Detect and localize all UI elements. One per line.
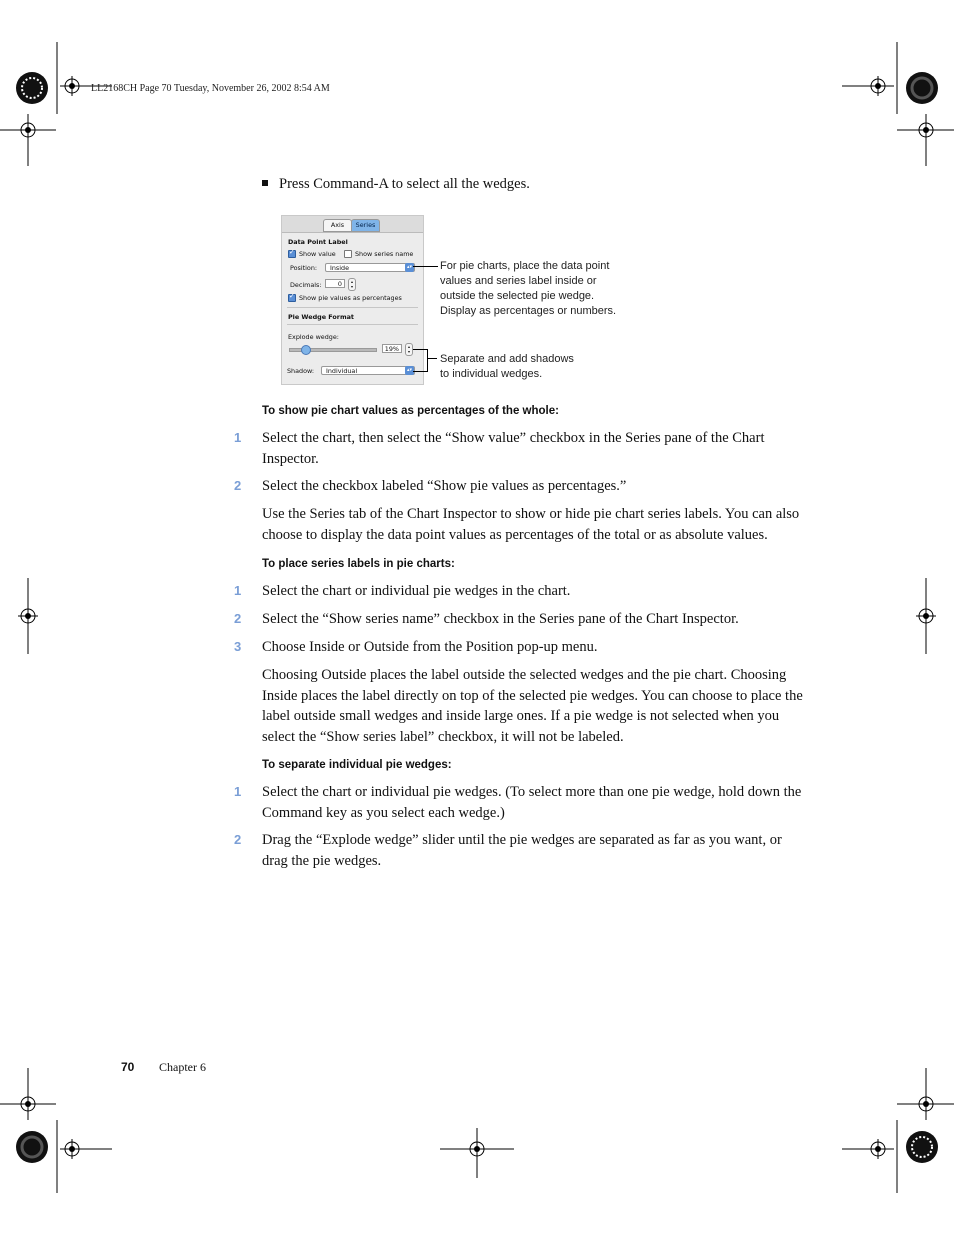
step-number: 2 [234, 478, 242, 493]
show-value-checkbox[interactable] [288, 250, 296, 258]
show-percentages-checkbox[interactable] [288, 294, 296, 302]
page-number: 70 [121, 1060, 135, 1074]
callout-bracket [427, 349, 428, 372]
body-paragraph: Use the Series tab of the Chart Inspector to show or hide pie chart series labels. You can also choose to display the data point values as percentages of the total or as absolute values. [262, 506, 800, 543]
callout-leader-line [427, 358, 437, 359]
explode-wedge-label: Explode wedge: [288, 333, 339, 341]
position-label: Position: [290, 264, 318, 272]
show-value-label: Show value [299, 250, 336, 258]
callout-line: Separate and add shadows [440, 353, 574, 365]
show-series-name-label: Show series name [355, 250, 414, 258]
step-text: Choose Inside or Outside from the Position pop-up menu. [262, 639, 598, 655]
callout-text-1 [440, 259, 616, 319]
body-paragraph: Choosing Outside places the label outside the selected wedges and the pie chart. Choosing Inside places the label directly on top of the selected pie wedges. You can choose to place the label outside small wedges and inside large ones. If a pie wedge is not selected when you select the “Show series label” checkbox, it will not be labeled. [262, 667, 803, 745]
step-number: 3 [234, 639, 242, 654]
show-series-name-checkbox[interactable] [344, 250, 352, 258]
step-number: 1 [234, 784, 242, 799]
step-text: Select the chart, then select the “Show value” checkbox in the Series pane of the Chart Inspector. [262, 430, 765, 467]
chart-inspector-panel [281, 215, 424, 385]
decimals-field[interactable]: 0 [325, 279, 345, 288]
explode-wedge-field[interactable]: 19% [382, 344, 402, 353]
print-slug: LL2168CH Page 70 Tuesday, November 26, 2002 8:54 AM [91, 83, 330, 94]
tab-series[interactable]: Series [351, 219, 380, 232]
step-text: Select the chart or individual pie wedges in the chart. [262, 583, 571, 599]
shadow-value: Individual [326, 367, 358, 375]
callout-leader-line [413, 266, 438, 267]
step-number: 2 [234, 611, 242, 626]
position-value: Inside [330, 264, 350, 272]
shadow-popup[interactable] [321, 366, 415, 375]
step-text: Select the checkbox labeled “Show pie values as percentages.” [262, 478, 627, 494]
explode-wedge-stepper[interactable]: ▴ ▾ [405, 343, 413, 356]
explode-wedge-slider-knob[interactable] [301, 345, 311, 355]
callout-text-2 [440, 352, 574, 382]
step-number: 1 [234, 583, 242, 598]
chapter-label: Chapter 6 [159, 1060, 206, 1074]
step-text: Drag the “Explode wedge” slider until the pie wedges are separated as far as you want, or drag the pie wedges. [262, 832, 782, 869]
bullet-square-icon [262, 180, 268, 186]
pie-wedge-format-heading: Pie Wedge Format [288, 313, 354, 321]
callout-line: to individual wedges. [440, 368, 543, 380]
decimals-label: Decimals: [290, 281, 322, 289]
intro-bullet-text: Press Command-A to select all the wedges. [279, 176, 530, 192]
divider [287, 307, 418, 308]
data-point-label-heading: Data Point Label [288, 238, 348, 246]
callout-line: For pie charts, place the data point [440, 260, 610, 272]
section-heading: To show pie chart values as percentages of the whole: [262, 405, 559, 417]
popup-arrows-icon: ▴▾ [406, 264, 413, 270]
tab-axis[interactable]: Axis [323, 219, 352, 232]
section-heading: To separate individual pie wedges: [262, 759, 452, 771]
step-number: 2 [234, 832, 242, 847]
section-heading: To place series labels in pie charts: [262, 558, 455, 570]
callout-leader-line [413, 371, 427, 372]
shadow-label: Shadow: [287, 367, 315, 375]
callout-leader-line [413, 349, 427, 350]
show-percentages-label: Show pie values as percentages [299, 294, 402, 302]
callout-line: values and series label inside or [440, 275, 597, 287]
callout-line: Display as percentages or numbers. [440, 305, 617, 317]
position-popup[interactable] [325, 263, 415, 272]
intro-bullet [262, 176, 530, 193]
step-number: 1 [234, 430, 242, 445]
callout-line: outside the selected pie wedge. [440, 290, 595, 302]
popup-arrows-icon: ▴▾ [406, 367, 413, 373]
step-text: Select the chart or individual pie wedges. (To select more than one pie wedge, hold down the Command key as you select each wedge.) [262, 784, 802, 821]
step-text: Select the “Show series name” checkbox in the Series pane of the Chart Inspector. [262, 611, 739, 627]
divider [287, 324, 418, 325]
decimals-stepper[interactable]: ▴ ▾ [348, 278, 356, 291]
